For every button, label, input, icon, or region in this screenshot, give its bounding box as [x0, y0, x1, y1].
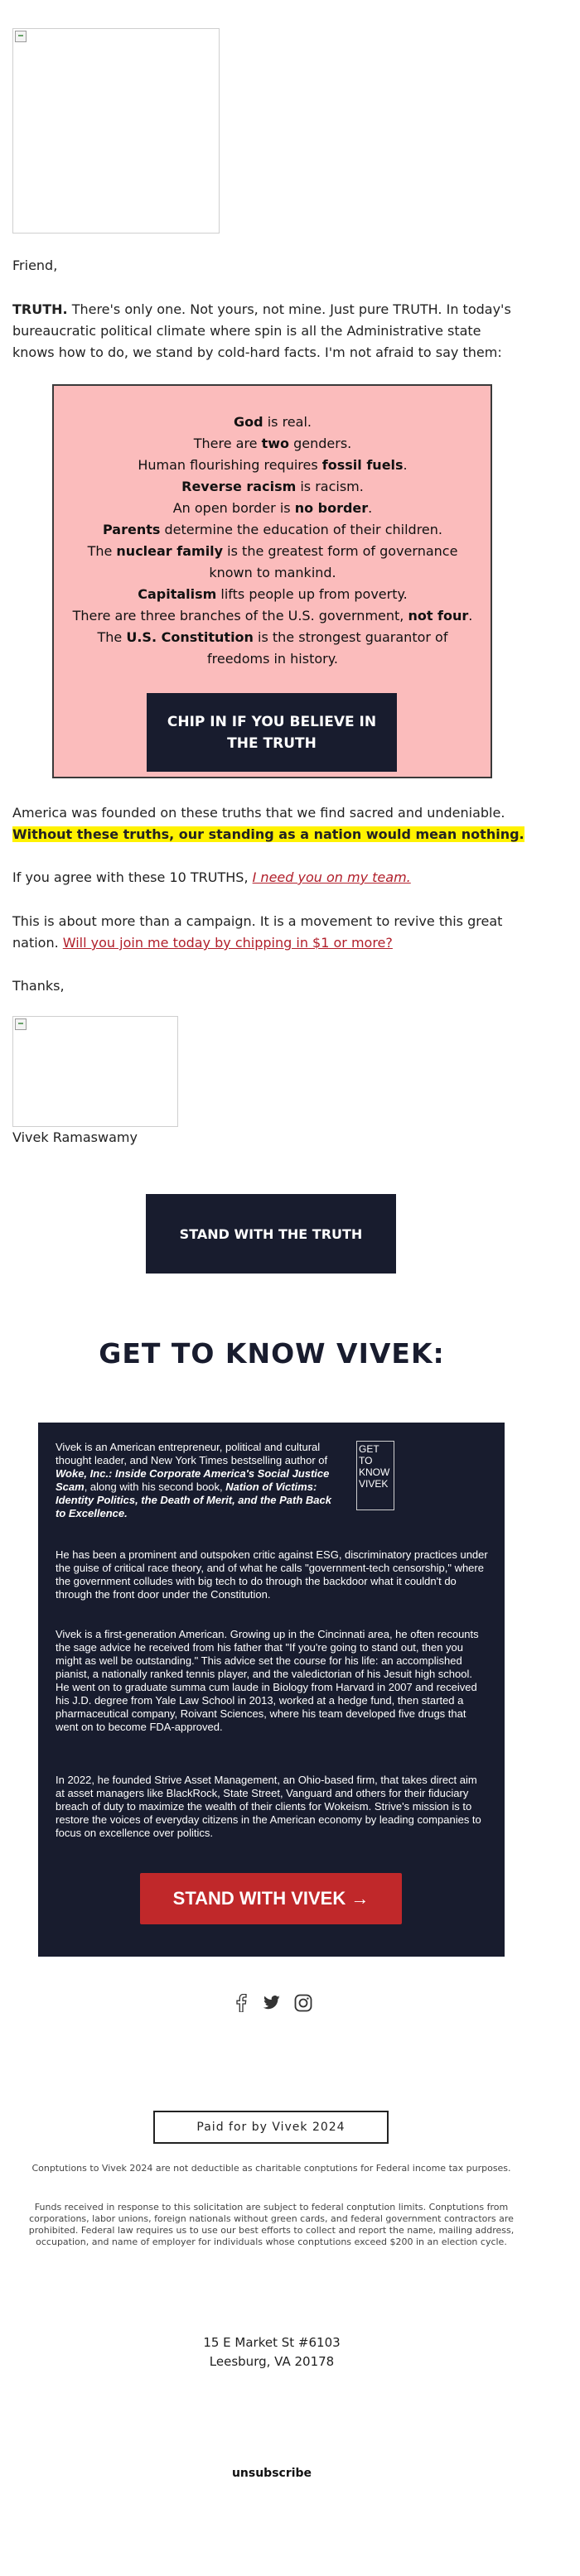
truth-text: The: [87, 543, 117, 559]
founded-text: America was founded on these truths that we find sacred and undeniable.: [12, 805, 505, 821]
broken-image-icon: [15, 1018, 27, 1030]
truth-item: [65, 584, 480, 605]
truth-text: .: [468, 608, 473, 624]
truth-item: [65, 433, 480, 455]
founded-paragraph: [12, 802, 526, 845]
address-line-1: 15 E Market St #6103: [203, 2335, 341, 2350]
truth-item: [65, 498, 480, 519]
book-title-nation-of-victims: Nation of Victims: Identity Politics, the Death of Merit, and the Path Back to Excellence.: [56, 1481, 331, 1519]
truth-text: genders.: [289, 436, 352, 451]
truth-text: determine the education of their children.: [160, 522, 442, 537]
truth-keyword: fossil fuels: [321, 457, 404, 473]
intro-paragraph: [12, 299, 520, 364]
truth-keyword: Reverse racism: [181, 479, 297, 494]
without-truths-highlight: Without these truths, our standing as a nation would mean nothing.: [12, 826, 524, 842]
book-title-woke-inc: Woke, Inc.: Inside Corporate America's Social Justice Scam: [56, 1467, 330, 1493]
truth-text: Human flourishing requires: [138, 457, 322, 473]
disclaimer-deductible: Conptutions to Vivek 2024 are not deductible as charitable conptutions for Federal income tax purposes.: [31, 2163, 511, 2174]
agree-text: If you agree with these 10 TRUTHS,: [12, 869, 253, 885]
stand-with-vivek-button[interactable]: STAND WITH VIVEK →: [140, 1873, 402, 1924]
signature-name: Vivek Ramaswamy: [12, 1129, 138, 1145]
truth-text: is racism.: [296, 479, 364, 494]
truth-keyword: Capitalism: [138, 586, 217, 602]
truth-keyword: no border: [294, 500, 369, 516]
vivek-photo-alt: GET TO KNOW VIVEK: [359, 1443, 390, 1490]
intro-bold: TRUTH.: [12, 301, 68, 317]
truth-text: .: [403, 457, 408, 473]
truth-text: is real.: [263, 414, 312, 430]
bio-p1-text: Vivek is an American entrepreneur, political and cultural thought leader, and New York Times bestselling author of: [56, 1441, 328, 1466]
get-to-know-title: GET TO KNOW VIVEK:: [99, 1337, 445, 1370]
truth-item: [65, 541, 480, 584]
greeting: Friend,: [12, 258, 58, 273]
truth-item: [65, 412, 480, 433]
truth-text: The: [97, 629, 127, 645]
truth-item: [65, 476, 480, 498]
header-image: [12, 28, 220, 234]
movement-text: This is about more than a campaign. It is a movement to revive this great nation.: [12, 913, 503, 951]
intro-text: There's only one. Not yours, not mine. Just pure TRUTH. In today's bureaucratic political climate where spin is all the Administrative state knows how to do, we stand by cold-hard facts. I'm not afraid to say them:: [12, 301, 511, 360]
chip-in-link[interactable]: Will you join me today by chipping in $1 or more?: [62, 935, 393, 951]
address-line-2: Leesburg, VA 20178: [209, 2354, 335, 2369]
truth-keyword: two: [261, 436, 290, 451]
truth-text: There are: [193, 436, 262, 451]
chip-in-button[interactable]: CHIP IN IF YOU BELIEVE IN THE TRUTH: [147, 693, 397, 772]
thanks: Thanks,: [12, 978, 65, 994]
broken-image-icon: [15, 31, 27, 42]
truths-list: [65, 412, 480, 670]
bio-p1-text-2: , along with his second book,: [84, 1481, 226, 1493]
truth-keyword: not four: [408, 608, 469, 624]
facebook-icon[interactable]: [231, 1993, 251, 2013]
signature-image: [12, 1016, 178, 1127]
vivek-photo: [356, 1441, 394, 1510]
truth-text: is the greatest form of governance known to mankind.: [209, 543, 458, 580]
truths-box: [52, 384, 492, 778]
truth-keyword: Parents: [103, 522, 161, 537]
twitter-icon[interactable]: [262, 1993, 282, 2013]
truth-item: [65, 519, 480, 541]
truth-text: An open border is: [172, 500, 295, 516]
movement-paragraph: [12, 911, 510, 954]
disclaimer-limits: Funds received in response to this solicitation are subject to federal conptution limits. Conptutions from corporations, labor unions, foreign nationals without green cards, and federal government contractors are prohibited. Federal law requires us to use our best efforts to collect and report the name, mailing address, occupation, and name of employer for individuals whose conptutions exceed $200 in an election cycle.: [28, 2202, 515, 2247]
truth-keyword: nuclear family: [116, 543, 224, 559]
truth-text: .: [368, 500, 373, 516]
unsubscribe-link[interactable]: unsubscribe: [231, 2467, 312, 2480]
bio-paragraph-2: He has been a prominent and outspoken critic against ESG, discriminatory practices under the guise of critical race theory, and of what he calls "government-tech censorship," where the government colludes with big tech to do through the backdoor what it couldn't do through the front door under the Constitution.: [56, 1548, 488, 1601]
truth-item: [65, 627, 480, 670]
agree-paragraph: [12, 867, 518, 888]
truth-item: [65, 605, 480, 627]
truth-text: lifts people up from poverty.: [216, 586, 408, 602]
truth-keyword: God: [234, 414, 263, 430]
truth-keyword: U.S. Constitution: [126, 629, 254, 645]
instagram-icon[interactable]: [293, 1993, 313, 2013]
truth-item: [65, 455, 480, 476]
truth-text: There are three branches of the U.S. government,: [72, 608, 408, 624]
stand-with-truth-button[interactable]: STAND WITH THE TRUTH: [146, 1194, 396, 1274]
paid-for-box: Paid for by Vivek 2024: [153, 2111, 389, 2144]
bio-paragraph-1: [56, 1441, 339, 1520]
bio-paragraph-4: In 2022, he founded Strive Asset Management, an Ohio-based firm, that takes direct aim at asset managers like BlackRock, State Street, Vanguard and others for their fiduciary breach of duty to maximize the wealth of their clients for Wokeism. Strive's mission is to restore the voices of everyday citizens in the American economy by leading companies to focus on excellence over politics.: [56, 1774, 481, 1839]
team-link[interactable]: I need you on my team.: [252, 869, 411, 885]
truth-text: is the strongest guarantor of freedoms in history.: [206, 629, 448, 667]
bio-paragraph-3: Vivek is a first-generation American. Growing up in the Cincinnati area, he often recounts the sage advice he received from his father that "If you're going to stand out, then you might as well be outstanding." This advice set the course for his life: an accomplished pianist, a nationally ranked tennis player, and the valedictorian of his Jesuit high school. He went on to graduate summa cum laude in Biology from Harvard in 2007 and received his J.D. degree from Yale Law School in 2013, worked at a hedge fund, then started a pharmaceutical company, Roivant Sciences, where his team developed five drugs that went on to become FDA-approved.: [56, 1628, 479, 1733]
